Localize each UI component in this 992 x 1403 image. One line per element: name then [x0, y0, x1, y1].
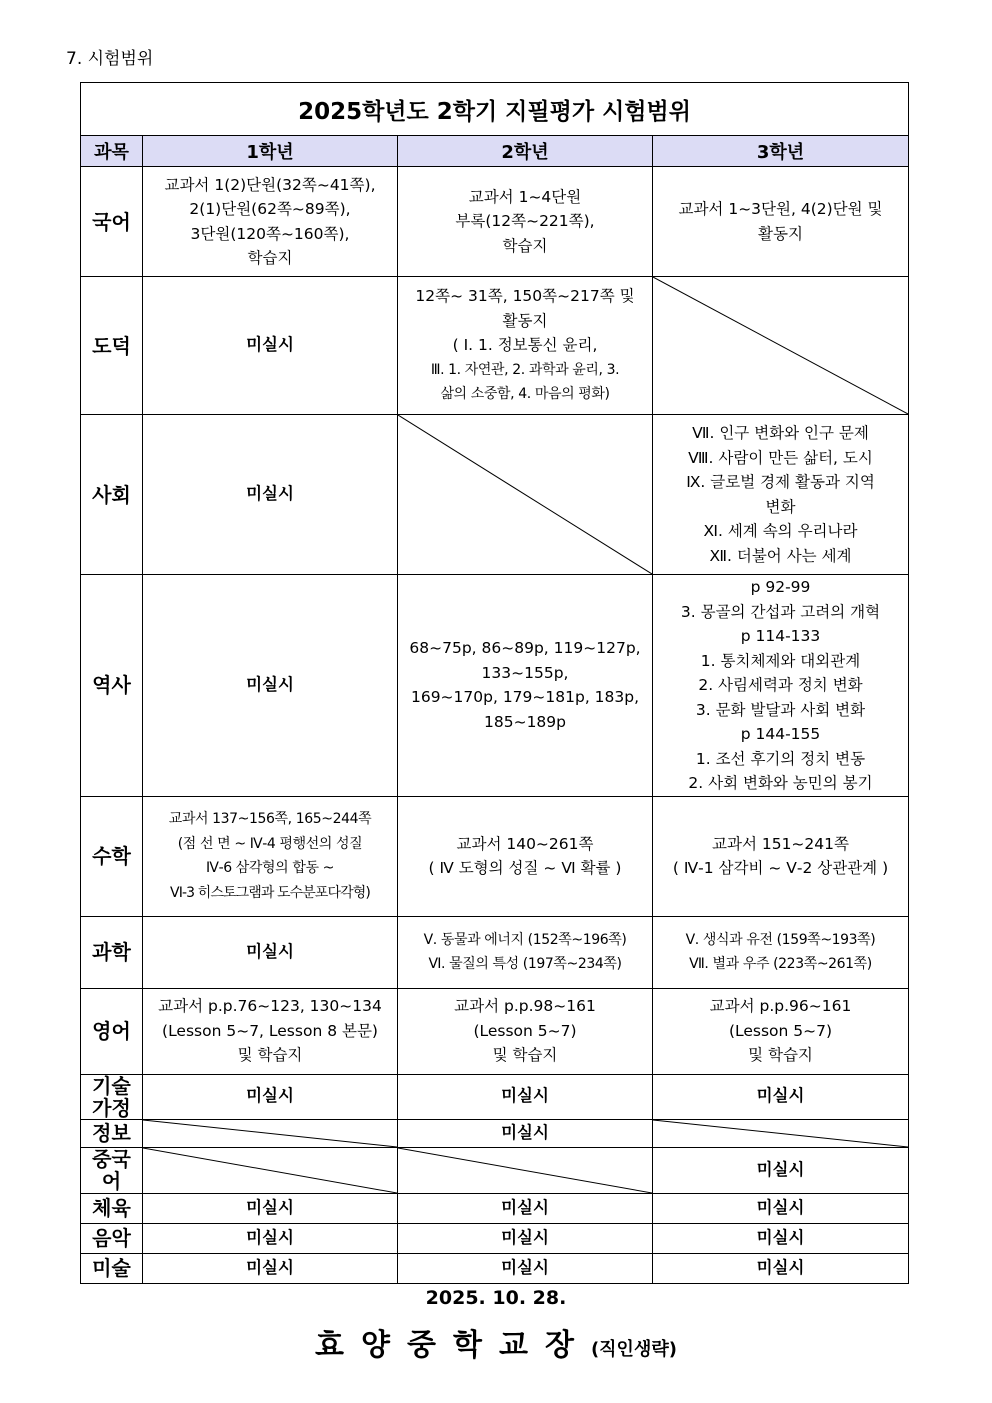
exam-scope-table — [80, 82, 909, 1284]
music-grade-2: 미실시 — [398, 1223, 653, 1253]
issue-date: 2025. 10. 28. — [425, 1287, 567, 1309]
korean-grade-1: 교과서 1(2)단원(32쪽~41쪽), 2(1)단원(62쪽~89쪽), 3단원(120쪽~160쪽), 학습지 — [143, 167, 398, 277]
subject-ethics: 도덕 — [81, 277, 143, 415]
subject-art: 미술 — [81, 1253, 143, 1283]
header-grade-3: 3학년 — [653, 136, 909, 167]
english-grade-2: 교과서 p.p.98~161 (Lesson 5~7) 및 학습지 — [398, 988, 653, 1074]
subject-tech-home: 기술 가정 — [81, 1074, 143, 1119]
chinese-grade-1-empty — [143, 1147, 398, 1193]
header-grade-1: 1학년 — [143, 136, 398, 167]
social-grade-1: 미실시 — [143, 415, 398, 575]
subject-social: 사회 — [81, 415, 143, 575]
social-grade-2-empty — [398, 415, 653, 575]
art-grade-1: 미실시 — [143, 1253, 398, 1283]
ethics-grade-2: 12쪽~ 31쪽, 150쪽~217쪽 및 활동지 ( Ⅰ. 1. 정보통신 윤리, Ⅲ. 1. 자연관, 2. 과학과 윤리, 3. 삶의 소중함, 4. 마음의 평화) — [398, 277, 653, 415]
subject-pe: 체육 — [81, 1193, 143, 1223]
chinese-grade-3: 미실시 — [653, 1147, 909, 1193]
tech-home-grade-2: 미실시 — [398, 1074, 653, 1119]
diagonal-slash — [653, 1120, 908, 1147]
korean-grade-2: 교과서 1~4단원 부록(12쪽~221쪽), 학습지 — [398, 167, 653, 277]
art-grade-3: 미실시 — [653, 1253, 909, 1283]
english-grade-1: 교과서 p.p.76~123, 130~134 (Lesson 5~7, Lesson 8 본문) 및 학습지 — [143, 988, 398, 1074]
pe-grade-3: 미실시 — [653, 1193, 909, 1223]
tech-home-grade-1: 미실시 — [143, 1074, 398, 1119]
ethics-grade-1: 미실시 — [143, 277, 398, 415]
info-grade-1-empty — [143, 1119, 398, 1147]
history-grade-3: p 92-99 3. 몽골의 간섭과 고려의 개혁 p 114-133 1. 통치체제와 대외관계 2. 사림세력과 정치 변화 3. 문화 발달과 사회 변화 p 144-155 1. 조선 후기의 정치 변동 2. 사회 변화와 농민의 봉기 — [653, 575, 909, 797]
social-grade-3: Ⅶ. 인구 변화와 인구 문제 Ⅷ. 사람이 만든 삶터, 도시 Ⅸ. 글로벌 경제 활동과 지역 변화 Ⅺ. 세계 속의 우리나라 Ⅻ. 더불어 사는 세계 — [653, 415, 909, 575]
pe-grade-2: 미실시 — [398, 1193, 653, 1223]
diagonal-slash — [143, 1148, 397, 1193]
math-grade-3: 교과서 151~241쪽 ( Ⅳ-1 삼각비 ~ Ⅴ-2 상관관계 ) — [653, 796, 909, 916]
art-grade-2: 미실시 — [398, 1253, 653, 1283]
music-grade-3: 미실시 — [653, 1223, 909, 1253]
subject-math: 수학 — [81, 796, 143, 916]
seal-omitted-note: (직인생략) — [590, 1339, 677, 1360]
science-grade-1: 미실시 — [143, 916, 398, 988]
header-subject: 과목 — [81, 136, 143, 167]
principal-title: 효양중학교장 — [315, 1328, 591, 1363]
info-grade-2: 미실시 — [398, 1119, 653, 1147]
subject-chinese: 중국 어 — [81, 1147, 143, 1193]
ethics-grade-3-empty — [653, 277, 909, 415]
math-grade-2: 교과서 140~261쪽 ( Ⅳ 도형의 성질 ~ Ⅵ 확률 ) — [398, 796, 653, 916]
history-grade-1: 미실시 — [143, 575, 398, 797]
subject-korean: 국어 — [81, 167, 143, 277]
diagonal-slash — [653, 277, 908, 414]
tech-home-grade-3: 미실시 — [653, 1074, 909, 1119]
math-grade-1: 교과서 137~156쪽, 165~244쪽 (점 선 면 ~ Ⅳ-4 평행선의 성질 Ⅳ-6 삼각형의 합동 ~ Ⅵ-3 히스토그램과 도수분포다각형) — [143, 796, 398, 916]
english-grade-3: 교과서 p.p.96~161 (Lesson 5~7) 및 학습지 — [653, 988, 909, 1074]
table-title: 2025학년도 2학기 지필평가 시험범위 — [81, 83, 909, 136]
diagonal-slash — [398, 1148, 652, 1193]
principal-signature-block — [0, 1320, 992, 1364]
science-grade-2: Ⅴ. 동물과 에너지 (152쪽~196쪽) Ⅵ. 물질의 특성 (197쪽~234쪽) — [398, 916, 653, 988]
pe-grade-1: 미실시 — [143, 1193, 398, 1223]
info-grade-3-empty — [653, 1119, 909, 1147]
subject-english: 영어 — [81, 988, 143, 1074]
subject-info: 정보 — [81, 1119, 143, 1147]
subject-music: 음악 — [81, 1223, 143, 1253]
section-heading: 7. 시험범위 — [66, 49, 154, 69]
subject-science: 과학 — [81, 916, 143, 988]
diagonal-slash — [143, 1120, 397, 1147]
chinese-grade-2-empty — [398, 1147, 653, 1193]
science-grade-3: Ⅴ. 생식과 유전 (159쪽~193쪽) Ⅶ. 별과 우주 (223쪽~261쪽) — [653, 916, 909, 988]
korean-grade-3: 교과서 1~3단원, 4(2)단원 및 활동지 — [653, 167, 909, 277]
subject-history: 역사 — [81, 575, 143, 797]
history-grade-2: 68~75p, 86~89p, 119~127p, 133~155p, 169~170p, 179~181p, 183p, 185~189p — [398, 575, 653, 797]
header-grade-2: 2학년 — [398, 136, 653, 167]
music-grade-1: 미실시 — [143, 1223, 398, 1253]
diagonal-slash — [398, 415, 652, 574]
